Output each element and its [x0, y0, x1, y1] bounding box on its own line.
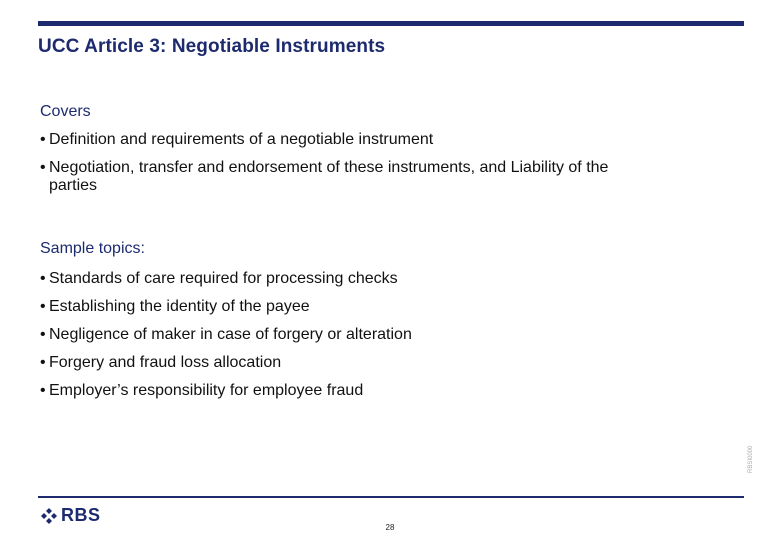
header-rule [38, 21, 744, 26]
list-item [40, 354, 412, 382]
rbs-logo [40, 505, 101, 526]
bullet-icon: • [40, 270, 46, 287]
rbs-daisy-wheel-icon [40, 507, 58, 525]
bullet-icon: • [40, 326, 46, 343]
covers-list [40, 131, 649, 205]
list-item [40, 270, 412, 298]
list-item [40, 326, 412, 354]
list-item-text: Standards of care required for processing checks [49, 270, 398, 287]
list-item-text: Establishing the identity of the payee [49, 298, 310, 315]
covers-heading: Covers [40, 103, 91, 120]
side-reference-code: RBSI0000 [748, 445, 754, 473]
list-item [40, 131, 649, 159]
bullet-icon: • [40, 298, 46, 315]
footer-rule [38, 496, 744, 498]
bullet-icon: • [40, 382, 46, 399]
list-item-text: Employer’s responsibility for employee fraud [49, 382, 364, 399]
bullet-icon: • [40, 354, 46, 371]
list-item-text: Negotiation, transfer and endorsement of these instruments, and Liability of the parties [49, 159, 609, 194]
sample-topics-list [40, 270, 412, 410]
logo-wordmark: RBS [61, 505, 101, 525]
page-title: UCC Article 3: Negotiable Instruments [38, 36, 386, 57]
sample-topics-heading: Sample topics: [40, 240, 145, 257]
list-item-text: Forgery and fraud loss allocation [49, 354, 282, 371]
list-item [40, 159, 649, 205]
bullet-icon: • [40, 131, 46, 148]
page-number: 28 [385, 523, 395, 532]
list-item-text: Negligence of maker in case of forgery or alteration [49, 326, 412, 343]
list-item-text: Definition and requirements of a negotiable instrument [49, 131, 434, 148]
bullet-icon: • [40, 159, 46, 176]
list-item [40, 382, 412, 410]
list-item [40, 298, 412, 326]
